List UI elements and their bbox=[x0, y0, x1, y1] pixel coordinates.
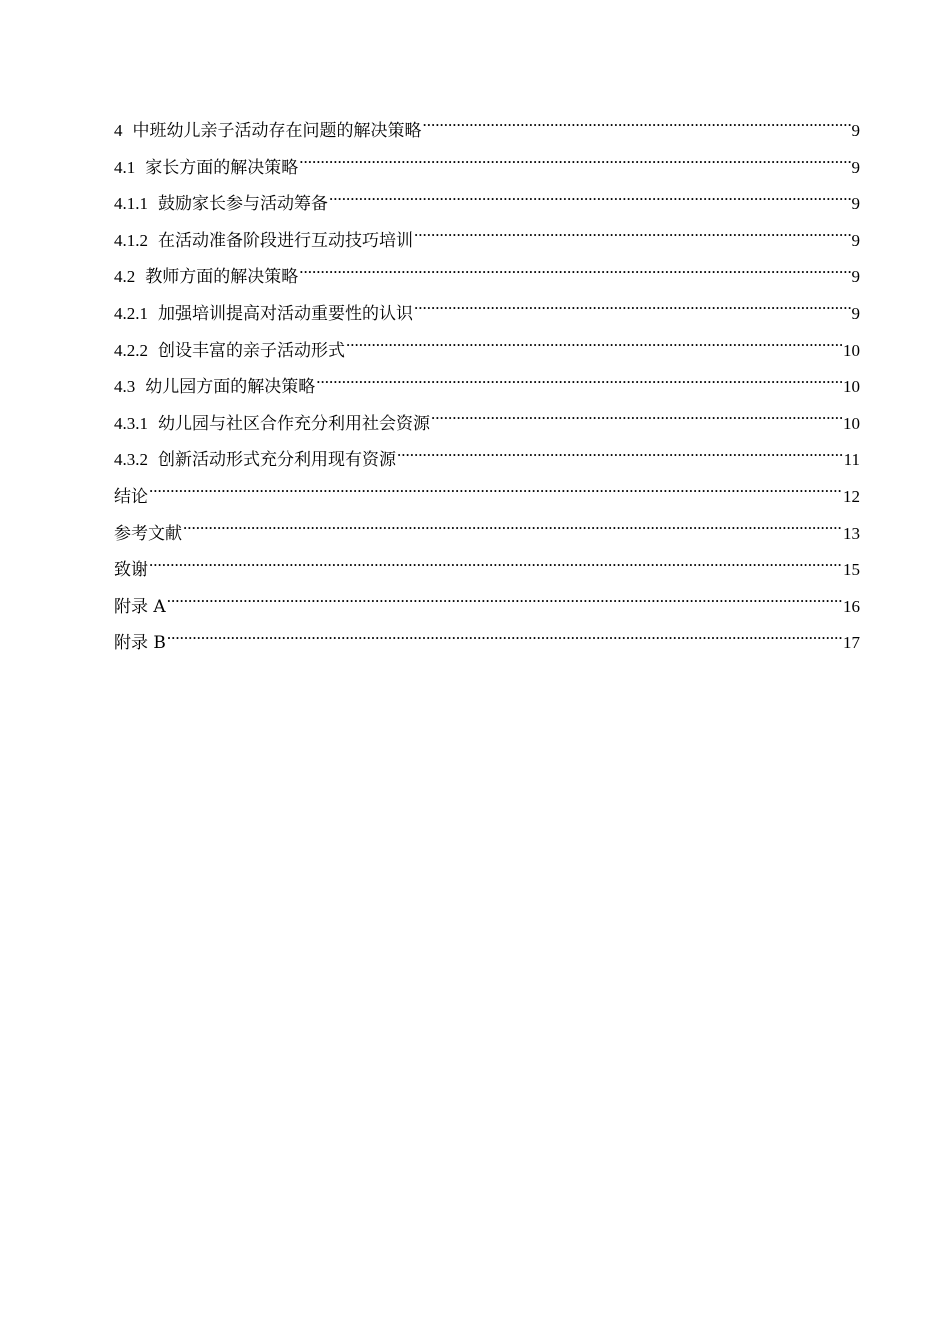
toc-entry-page: 13 bbox=[843, 523, 860, 543]
toc-entry-title: 致谢 bbox=[114, 560, 148, 581]
toc-entry-title: 加强培训提高对活动重要性的认识 bbox=[158, 303, 413, 324]
toc-dot-leader bbox=[299, 156, 850, 173]
toc-entry[interactable] bbox=[114, 442, 860, 479]
toc-entry-page: 16 bbox=[843, 596, 860, 616]
toc-entry[interactable] bbox=[114, 552, 860, 589]
toc-entry[interactable] bbox=[114, 406, 860, 443]
toc-entry-title: 创设丰富的亲子活动形式 bbox=[158, 340, 345, 361]
toc-entry[interactable] bbox=[114, 113, 860, 150]
table-of-contents bbox=[114, 113, 860, 662]
toc-dot-leader bbox=[414, 302, 851, 319]
toc-entry[interactable] bbox=[114, 333, 860, 370]
toc-entry-number: 4.3 bbox=[114, 377, 136, 397]
toc-entry[interactable] bbox=[114, 223, 860, 260]
toc-entry[interactable] bbox=[114, 369, 860, 406]
toc-entry-title: 家长方面的解决策略 bbox=[145, 157, 299, 178]
toc-entry-title: 结论 bbox=[114, 486, 148, 507]
toc-entry[interactable] bbox=[114, 186, 860, 223]
toc-entry-page: 10 bbox=[843, 377, 860, 397]
toc-entry-title: 附录 B bbox=[114, 633, 166, 654]
toc-entry-title: 创新活动形式充分利用现有资源 bbox=[158, 450, 396, 471]
toc-entry-page: 9 bbox=[851, 121, 860, 140]
toc-entry-number: 4.2.2 bbox=[114, 340, 148, 360]
toc-entry-number: 4.3.1 bbox=[114, 413, 148, 433]
toc-dot-leader bbox=[167, 631, 842, 648]
toc-entry-page: 9 bbox=[851, 230, 860, 250]
toc-entry-page: 9 bbox=[851, 267, 860, 287]
toc-entry[interactable] bbox=[114, 296, 860, 333]
toc-entry-page: 9 bbox=[851, 157, 860, 177]
toc-entry-page: 17 bbox=[843, 633, 860, 653]
toc-dot-leader bbox=[414, 229, 851, 246]
toc-entry-title: 参考文献 bbox=[114, 523, 182, 544]
toc-entry-page: 15 bbox=[843, 560, 860, 580]
toc-dot-leader bbox=[346, 339, 842, 356]
toc-dot-leader bbox=[299, 265, 850, 282]
toc-dot-leader bbox=[329, 192, 851, 209]
toc-entry-title: 鼓励家长参与活动筹备 bbox=[158, 194, 328, 215]
toc-dot-leader bbox=[431, 412, 842, 429]
toc-dot-leader bbox=[423, 119, 851, 136]
toc-entry-number: 4.1.2 bbox=[114, 230, 148, 250]
toc-entry[interactable] bbox=[114, 625, 860, 662]
toc-dot-leader bbox=[183, 522, 842, 539]
toc-entry-title: 附录 A bbox=[114, 596, 166, 617]
toc-entry-page: 12 bbox=[843, 486, 860, 506]
toc-entry-title: 幼儿园方面的解决策略 bbox=[145, 377, 316, 398]
toc-entry-page: 9 bbox=[851, 194, 860, 214]
toc-entry-number: 4.2 bbox=[114, 267, 136, 287]
toc-dot-leader bbox=[397, 448, 843, 465]
toc-entry[interactable] bbox=[114, 516, 860, 553]
toc-entry-page: 10 bbox=[843, 413, 860, 433]
toc-entry-title: 在活动准备阶段进行互动技巧培训 bbox=[158, 230, 413, 251]
toc-entry-title: 中班幼儿亲子活动存在问题的解决策略 bbox=[132, 121, 422, 141]
toc-entry-number: 4.1 bbox=[114, 157, 136, 177]
toc-entry-page: 11 bbox=[843, 450, 860, 470]
toc-entry-title: 教师方面的解决策略 bbox=[145, 267, 299, 288]
toc-dot-leader bbox=[149, 558, 842, 575]
toc-dot-leader bbox=[149, 485, 842, 502]
toc-entry-number: 4.2.1 bbox=[114, 303, 148, 323]
toc-dot-leader bbox=[316, 375, 842, 392]
toc-entry-number: 4.3.2 bbox=[114, 450, 148, 470]
toc-entry-number: 4 bbox=[114, 121, 123, 140]
toc-entry[interactable] bbox=[114, 589, 860, 626]
toc-entry[interactable] bbox=[114, 479, 860, 516]
toc-dot-leader bbox=[167, 595, 842, 612]
toc-entry-page: 10 bbox=[843, 340, 860, 360]
toc-entry[interactable] bbox=[114, 259, 860, 296]
toc-entry[interactable] bbox=[114, 150, 860, 187]
toc-entry-page: 9 bbox=[851, 303, 860, 323]
toc-entry-number: 4.1.1 bbox=[114, 194, 148, 214]
toc-entry-title: 幼儿园与社区合作充分利用社会资源 bbox=[158, 413, 430, 434]
